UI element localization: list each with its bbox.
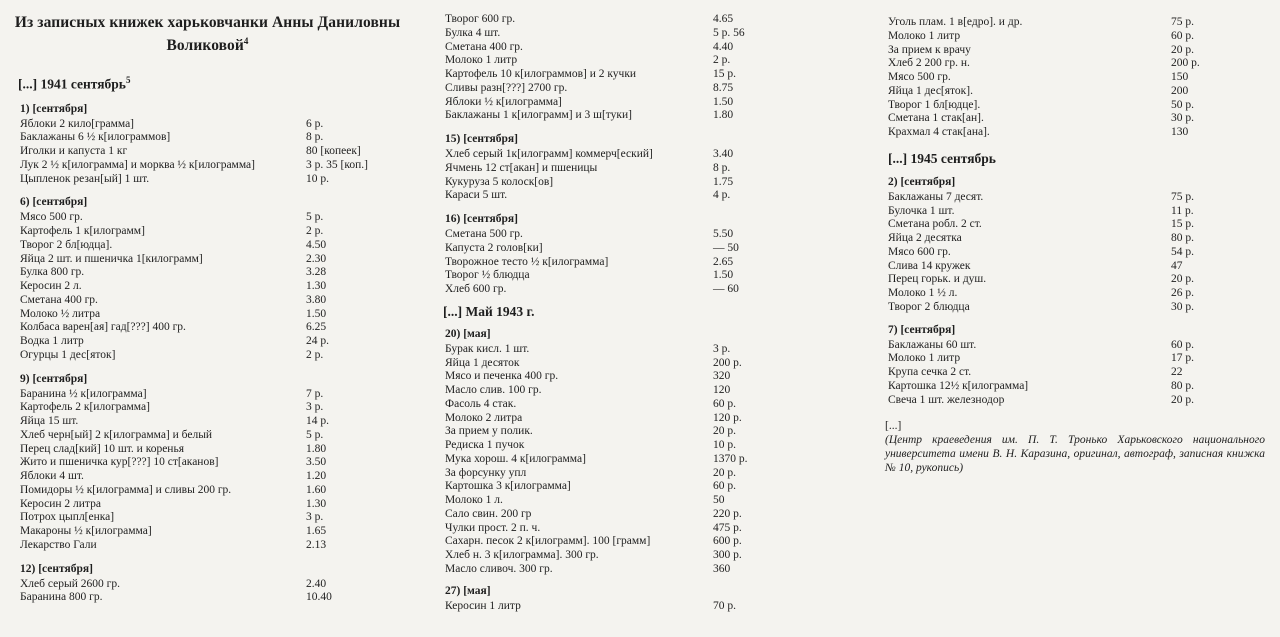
- entry-price: 2 р.: [713, 54, 731, 67]
- entry-price: 80 р.: [1171, 379, 1194, 392]
- entry-item: Баранина ½ к[илограмма]: [20, 387, 147, 400]
- entry-row: [0, 253, 415, 267]
- date-label: 7) [сентября]: [888, 323, 956, 336]
- entry-row: [0, 443, 415, 457]
- entry-row: [425, 563, 845, 577]
- entry-row: [855, 30, 1280, 44]
- entry-price: 1.75: [713, 175, 734, 188]
- entry-row: [425, 343, 845, 357]
- entry-price: 1.80: [306, 442, 327, 455]
- entry-price: 5 р. 56: [713, 26, 745, 39]
- entry-item: Макароны ½ к[илограмма]: [20, 525, 152, 538]
- column-1: [0, 0, 415, 605]
- entry-row: [425, 357, 845, 371]
- entry-row: [425, 27, 845, 41]
- entry-item: Мясо и печенка 400 гр.: [445, 370, 559, 383]
- entry-price: 3 р.: [306, 401, 324, 414]
- entry-item: Баклажаны 1 к[илограмм] и 3 ш[туки]: [445, 109, 632, 122]
- entry-item: Мука хорош. 4 к[илограмма]: [445, 452, 586, 465]
- entry-row: [425, 467, 845, 481]
- entry-row: [0, 415, 415, 429]
- entry-row: [855, 394, 1280, 408]
- entry-item: Крупа сечка 2 ст.: [888, 366, 972, 378]
- entry-row: [0, 539, 415, 553]
- entry-item: Огурцы 1 дес[яток]: [20, 348, 116, 361]
- entry-price: 20 р.: [1171, 273, 1194, 286]
- entry-item: Жито и пшеничка кур[???] 10 ст[аканов]: [20, 456, 219, 469]
- entry-row: [0, 511, 415, 525]
- entry-price: 1.65: [306, 525, 327, 538]
- entry-row: [0, 525, 415, 539]
- entry-item: Молоко 1 литр: [888, 352, 961, 365]
- date-label: 1) [сентября]: [20, 102, 88, 115]
- entry-row: [855, 273, 1280, 287]
- entry-item: Молоко 2 литра: [445, 411, 523, 424]
- entry-price: 54 р.: [1171, 245, 1194, 258]
- entry-row: [0, 591, 415, 605]
- entry-item: Картошка 12½ к[илограмма]: [888, 379, 1029, 392]
- entry-price: 17 р.: [1171, 352, 1194, 365]
- entry-price: 14 р.: [306, 415, 329, 428]
- entry-price: 4.50: [306, 238, 327, 251]
- entry-row: [425, 228, 845, 242]
- entry-price: 1.30: [306, 280, 327, 293]
- entry-row: [855, 366, 1280, 380]
- entry-price: 200 р.: [1171, 57, 1200, 70]
- entry-price: 130: [1171, 126, 1189, 138]
- entry-item: Булка 800 гр.: [20, 266, 85, 279]
- entry-item: Сметана 1 стак[ан].: [888, 112, 984, 125]
- entry-item: Иголки и капуста 1 кг: [20, 145, 128, 158]
- entry-price: 20 р.: [1171, 43, 1194, 56]
- entry-row: [425, 162, 845, 176]
- entry-price: 2.40: [306, 577, 327, 590]
- entry-item: Баклажаны 7 десят.: [888, 190, 984, 203]
- entry-price: 15 р.: [713, 68, 736, 80]
- entry-row: [0, 456, 415, 470]
- column-2: [425, 0, 845, 613]
- entry-item: Сливы разн[???] 2700 гр.: [445, 81, 568, 94]
- entry-price: 47: [1171, 259, 1183, 272]
- entry-row: [425, 549, 845, 563]
- entry-row: [0, 498, 415, 512]
- entry-row: [425, 148, 845, 162]
- entry-item: Чулки прост. 2 п. ч.: [445, 521, 541, 534]
- entry-item: Мясо 500 гр.: [20, 211, 83, 224]
- entry-row: [855, 339, 1280, 353]
- entries-continued: [425, 13, 845, 123]
- entry-item: Картошка 3 к[илограмма]: [445, 480, 571, 493]
- entry-item: Творог 600 гр.: [445, 13, 516, 25]
- entry-row: [425, 494, 845, 508]
- entry-item: Яблоки 4 шт.: [20, 470, 84, 483]
- date-label: 9) [сентября]: [20, 372, 88, 385]
- date-label: 15) [сентября]: [445, 133, 518, 145]
- entry-price: 24 р.: [306, 335, 329, 348]
- entry-item: Свеча 1 шт. железнодор: [888, 393, 1005, 406]
- entry-row: [425, 269, 845, 283]
- entry-price: 6.25: [306, 321, 327, 334]
- entry-price: 11 р.: [1171, 204, 1194, 217]
- entry-row: [855, 99, 1280, 113]
- entry-price: 8.75: [713, 81, 734, 94]
- entry-price: 15 р.: [1171, 218, 1194, 231]
- entry-item: Водка 1 литр: [20, 335, 84, 348]
- entry-item: Баклажаны 60 шт.: [888, 338, 977, 351]
- entry-row: [0, 118, 415, 132]
- entry-price: 50 р.: [1171, 98, 1194, 111]
- entry-item: Бурак кисл. 1 шт.: [445, 342, 530, 355]
- entry-row: [425, 13, 845, 27]
- date-label: 20) [мая]: [445, 327, 491, 340]
- entry-item: Лекарство Гали: [20, 538, 97, 551]
- entry-price: 75 р.: [1171, 16, 1194, 28]
- entry-item: Картофель 1 к[илограмм]: [20, 225, 145, 238]
- entry-row: [0, 266, 415, 280]
- entry-row: [425, 600, 845, 614]
- entry-price: 200: [1171, 84, 1189, 97]
- entry-item: Молоко 1 л.: [445, 494, 503, 506]
- entry-price: 2 р.: [306, 348, 324, 361]
- entry-item: Творог 2 блюдца: [888, 300, 970, 313]
- entry-row: [425, 453, 845, 467]
- entry-price: 60 р.: [1171, 29, 1194, 42]
- source-note: (Центр краеведения им. П. Т. Тронько Харьковского национального университета имени В. Н. Каразина, оригинал, автограф, записная книжка № 10, рукопись): [885, 434, 1265, 475]
- entry-row: [0, 173, 415, 187]
- entry-price: 1.30: [306, 497, 327, 510]
- entry-row: [0, 349, 415, 363]
- entry-price: 60 р.: [1171, 338, 1194, 351]
- entry-item: Картофель 2 к[илограмма]: [20, 401, 150, 414]
- entry-price: 4 р.: [713, 189, 731, 202]
- entry-row: [855, 205, 1280, 219]
- entry-row: [855, 301, 1280, 315]
- entry-price: 4.65: [713, 13, 734, 25]
- entry-price: 2.65: [713, 255, 734, 268]
- entry-row: [0, 294, 415, 308]
- entries-1945: [855, 167, 1280, 408]
- entry-row: [0, 321, 415, 335]
- entry-row: [855, 112, 1280, 126]
- date-label: 16) [сентября]: [445, 213, 518, 225]
- entry-item: Ячмень 12 ст[акан] и пшеницы: [445, 161, 598, 174]
- entry-item: Редиска 1 пучок: [445, 439, 525, 451]
- entry-row: [0, 401, 415, 415]
- entry-item: Творожное тесто ½ к[илограмма]: [445, 255, 609, 268]
- entry-item: Творог 1 бл[юдце].: [888, 98, 981, 111]
- entry-item: Хлеб 600 гр.: [445, 283, 507, 295]
- entry-price: — 50: [713, 241, 739, 254]
- entry-row: [855, 260, 1280, 274]
- entry-price: 5.50: [713, 228, 734, 240]
- entry-item: Крахмал 4 стак[ана].: [888, 126, 990, 138]
- entry-item: За прием у полик.: [445, 425, 533, 438]
- entry-row: [425, 398, 845, 412]
- entry-item: Сметана робл. 2 ст.: [888, 218, 982, 231]
- entry-item: Хлеб черн[ый] 2 к[илограмма] и белый: [20, 428, 213, 441]
- entry-row: [855, 85, 1280, 99]
- entry-row: [425, 370, 845, 384]
- entry-row: [425, 480, 845, 494]
- entry-item: Булка 4 шт.: [445, 26, 501, 39]
- entry-price: 10 р.: [306, 172, 329, 185]
- section-heading-1943: [...] Май 1943 г.: [443, 303, 535, 319]
- entry-price: 3 р.: [713, 342, 731, 355]
- entry-row: [425, 109, 845, 123]
- entry-price: — 60: [713, 283, 739, 295]
- entry-row: [425, 412, 845, 426]
- entry-item: Цыпленок резан[ый] 1 шт.: [20, 172, 150, 185]
- entry-row: [855, 287, 1280, 301]
- entry-row: [0, 225, 415, 239]
- entry-price: 8 р.: [713, 161, 731, 174]
- entry-price: 80 [копеек]: [306, 145, 361, 158]
- entry-item: Молоко 1 ½ л.: [888, 287, 958, 299]
- entry-item: Хлеб 2 200 гр. н.: [888, 57, 970, 70]
- entry-row: [425, 41, 845, 55]
- entry-row: [425, 256, 845, 270]
- entries-1943: [425, 320, 845, 614]
- entry-row: [425, 425, 845, 439]
- entry-price: 60 р.: [713, 397, 736, 410]
- entry-item: Лук 2 ½ к[илограмма] и морква ½ к[илограмма]: [20, 158, 255, 171]
- omission-mark: [...]: [885, 420, 902, 433]
- entry-price: 50: [713, 494, 725, 506]
- entry-row: [0, 131, 415, 145]
- entry-price: 1.80: [713, 109, 734, 122]
- entry-item: Керосин 1 литр: [445, 599, 521, 612]
- entry-price: 20 р.: [1171, 393, 1194, 406]
- entry-row: [0, 484, 415, 498]
- entry-price: 360: [713, 562, 731, 575]
- entry-item: Хлеб н. 3 к[илограмма]. 300 гр.: [445, 549, 599, 561]
- entry-item: Творог ½ блюдца: [445, 269, 530, 282]
- entry-price: 10 р.: [713, 439, 736, 451]
- entry-row: [425, 68, 845, 82]
- entry-price: 5 р.: [306, 428, 324, 441]
- entry-row: [855, 232, 1280, 246]
- entry-item: Потрох цыпл[енка]: [20, 511, 115, 524]
- entry-price: 320: [713, 370, 731, 383]
- entry-price: 5 р.: [306, 211, 324, 224]
- entry-price: 3.40: [713, 148, 734, 160]
- entry-row: [425, 96, 845, 110]
- date-label: 27) [мая]: [445, 584, 491, 597]
- entry-price: 20 р.: [713, 466, 736, 479]
- entry-row: [425, 508, 845, 522]
- entry-row: [855, 126, 1280, 140]
- entry-row: [425, 384, 845, 398]
- entry-item: Мясо 600 гр.: [888, 245, 951, 258]
- entry-item: Сахарн. песок 2 к[илограмм]. 100 [грамм]: [445, 535, 651, 548]
- document-title: Из записных книжек харьковчанки Анны Даниловны Воликовой$^4$: [14, 14, 401, 55]
- entry-row: [0, 159, 415, 173]
- entry-price: 120: [713, 384, 731, 396]
- entry-row: [0, 578, 415, 592]
- entry-item: Керосин 2 л.: [20, 280, 82, 293]
- entry-price: 3.50: [306, 456, 327, 469]
- entry-row: [855, 352, 1280, 366]
- section-heading-1941: [...] 1941 сентябрь$^5$: [18, 75, 131, 92]
- entry-price: 60 р.: [713, 480, 736, 493]
- entries-1941-late: [425, 123, 845, 297]
- entry-item: Слива 14 кружек: [888, 259, 971, 272]
- entry-item: Колбаса варен[ая] гад[???] 400 гр.: [20, 321, 186, 334]
- section-heading-1945: [...] 1945 сентябрь: [888, 150, 996, 166]
- entry-item: Баклажаны 6 ½ к[илограммов]: [20, 131, 171, 144]
- entry-row: [855, 57, 1280, 71]
- entries-1941: [0, 93, 415, 606]
- entry-price: 1.50: [306, 307, 327, 320]
- column-3: [855, 0, 1280, 475]
- entry-row: [425, 522, 845, 536]
- entry-price: 2.13: [306, 538, 327, 551]
- entry-price: 2 р.: [306, 225, 324, 238]
- entry-price: 7 р.: [306, 387, 324, 400]
- entry-row: [855, 16, 1280, 30]
- entry-price: 20 р.: [713, 425, 736, 438]
- entry-price: 150: [1171, 71, 1189, 83]
- entry-row: [425, 439, 845, 453]
- entry-row: [425, 82, 845, 96]
- entry-item: Сметана 500 гр.: [445, 228, 523, 240]
- entry-row: [0, 388, 415, 402]
- entry-item: Яблоки 2 кило[грамма]: [20, 117, 135, 130]
- entry-price: 200 р.: [713, 356, 742, 369]
- entry-row: [855, 44, 1280, 58]
- entry-item: Яблоки ½ к[илограмма]: [445, 95, 562, 108]
- entry-row: [0, 429, 415, 443]
- entry-price: 10.40: [306, 591, 332, 604]
- entry-row: [425, 535, 845, 549]
- entry-price: 70 р.: [713, 599, 736, 612]
- entry-item: Булочка 1 шт.: [888, 204, 955, 217]
- entry-row: [855, 246, 1280, 260]
- entry-price: 30 р.: [1171, 112, 1194, 125]
- entries-continued: [855, 16, 1280, 140]
- entry-price: 75 р.: [1171, 190, 1194, 203]
- entry-row: [0, 145, 415, 159]
- entry-price: 1370 р.: [713, 452, 748, 465]
- entry-item: Яйца 1 дес[яток].: [888, 84, 973, 97]
- entry-price: 3.80: [306, 293, 327, 306]
- entry-price: 1.60: [306, 483, 327, 496]
- entry-price: 4.40: [713, 40, 734, 53]
- entry-item: Сметана 400 гр.: [445, 40, 523, 53]
- entry-price: 120 р.: [713, 411, 742, 424]
- entry-price: 22: [1171, 366, 1183, 378]
- entry-item: Мясо 500 гр.: [888, 71, 951, 83]
- entry-row: [0, 308, 415, 322]
- entry-item: Перец слад[кий] 10 шт. и коренья: [20, 442, 184, 455]
- entry-item: Хлеб серый 2600 гр.: [20, 577, 120, 590]
- entry-price: 30 р.: [1171, 300, 1194, 313]
- entry-item: Яйца 15 шт.: [20, 415, 79, 428]
- entry-item: Молоко 1 литр: [445, 54, 518, 67]
- entry-price: 1.50: [713, 95, 734, 108]
- entry-price: 3 р.: [306, 511, 324, 524]
- entry-row: [425, 189, 845, 203]
- entry-item: Хлеб серый 1к[илограмм] коммерч[еский]: [445, 148, 653, 160]
- entry-row: [855, 380, 1280, 394]
- entry-row: [0, 470, 415, 484]
- entry-price: 80 р.: [1171, 232, 1194, 244]
- entry-item: Уголь плам. 1 в[едро]. и др.: [888, 16, 1023, 28]
- entry-item: Масло сливоч. 300 гр.: [445, 562, 553, 575]
- entry-price: 300 р.: [713, 549, 742, 561]
- entry-row: [855, 71, 1280, 85]
- entry-price: 1.20: [306, 470, 327, 483]
- entry-price: 600 р.: [713, 535, 742, 548]
- entry-item: За форсунку упл: [445, 466, 527, 479]
- entry-item: Молоко 1 литр: [888, 29, 961, 42]
- entry-row: [0, 335, 415, 349]
- entry-row: [425, 242, 845, 256]
- entry-item: Караси 5 шт.: [445, 189, 508, 202]
- entry-row: [855, 218, 1280, 232]
- entry-row: [425, 176, 845, 190]
- entry-item: Керосин 2 литра: [20, 497, 101, 510]
- entry-item: Молоко ½ литра: [20, 307, 101, 320]
- entry-item: Яйца 1 десяток: [445, 356, 520, 369]
- entry-item: Масло слив. 100 гр.: [445, 384, 542, 396]
- entry-item: Творог 2 бл[юдца].: [20, 238, 113, 251]
- date-label: 6) [сентября]: [20, 196, 88, 209]
- entry-row: [0, 239, 415, 253]
- entry-price: 475 р.: [713, 521, 742, 534]
- entry-item: Сметана 400 гр.: [20, 293, 98, 306]
- entry-price: 6 р.: [306, 117, 324, 130]
- date-label: 12) [сентября]: [20, 562, 93, 575]
- entry-item: Яйца 2 шт. и пшеничка 1[килограмм]: [20, 252, 203, 265]
- entry-price: 8 р.: [306, 131, 324, 144]
- date-label: 2) [сентября]: [888, 175, 956, 188]
- entry-item: Капуста 2 голов[ки]: [445, 241, 543, 254]
- entry-price: 26 р.: [1171, 287, 1194, 299]
- entry-item: Помидоры ½ к[илограмма] и сливы 200 гр.: [20, 483, 232, 496]
- entry-price: 220 р.: [713, 507, 742, 520]
- entry-row: [855, 191, 1280, 205]
- entry-item: За прием к врачу: [888, 43, 971, 56]
- entry-item: Фасоль 4 стак.: [445, 397, 517, 410]
- entry-row: [425, 283, 845, 297]
- entry-item: Сало свин. 200 гр: [445, 507, 532, 520]
- entry-row: [0, 211, 415, 225]
- entry-item: Перец горьк. и душ.: [888, 273, 987, 286]
- entry-price: 3 р. 35 [коп.]: [306, 158, 368, 171]
- entry-item: Картофель 10 к[илограммов] и 2 кучки: [445, 68, 637, 80]
- entry-item: Кукуруза 5 колоск[ов]: [445, 175, 554, 188]
- entry-price: 2.30: [306, 252, 327, 265]
- entry-row: [425, 54, 845, 68]
- entry-item: Яйца 2 десятка: [888, 232, 962, 244]
- entry-price: 3.28: [306, 266, 327, 279]
- footnote-ref: 5: [125, 75, 131, 86]
- footnote-ref: 4: [243, 36, 249, 46]
- entry-price: 1.50: [713, 269, 734, 282]
- entry-item: Баранина 800 гр.: [20, 591, 103, 604]
- entry-row: [0, 280, 415, 294]
